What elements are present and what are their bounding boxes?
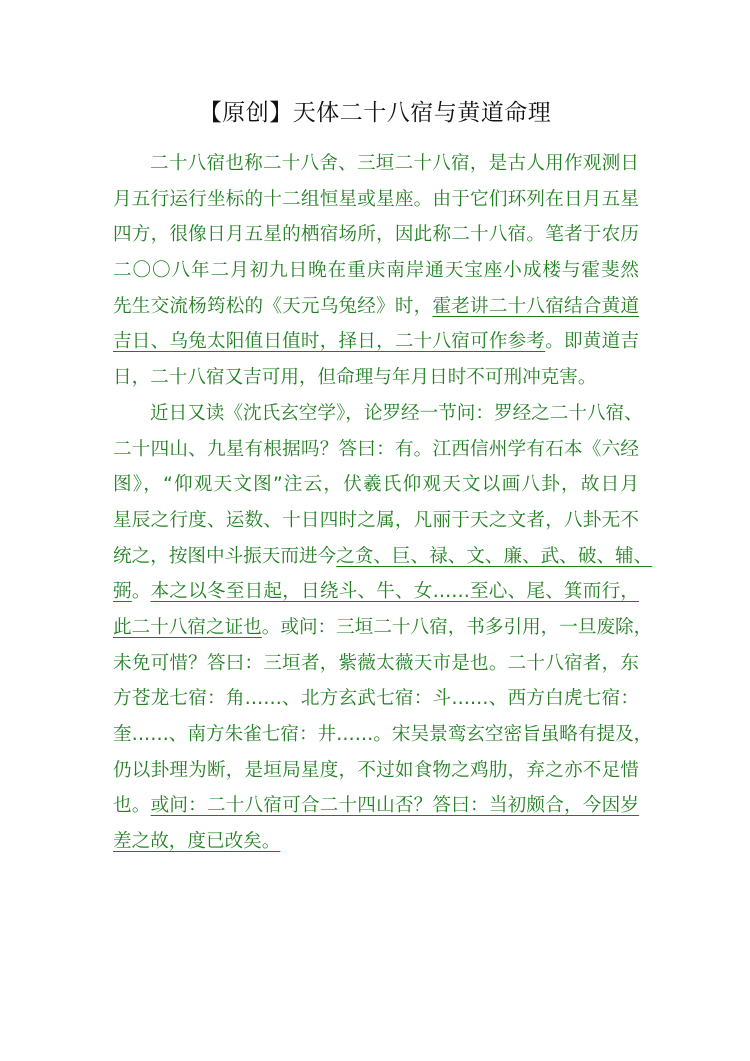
text-segment: 。 <box>131 581 151 603</box>
paragraph-line <box>113 182 639 218</box>
paragraph-line <box>113 324 639 360</box>
paragraph-line <box>113 753 639 789</box>
text-segment: 先生交流杨筠松的《天元乌兔经》时， <box>113 295 433 317</box>
text-segment: 也。 <box>113 795 151 817</box>
paragraph-line <box>113 646 639 682</box>
paragraph-line <box>113 788 639 824</box>
paragraph-line <box>113 503 639 539</box>
document-body <box>113 146 653 860</box>
paragraph-line <box>113 681 639 717</box>
paragraph-line <box>113 217 639 253</box>
text-segment: 方苍龙七宿：角……、北方玄武七宿：斗……、西方白虎七宿： <box>113 688 639 710</box>
text-segment: 图》，“仰观天文图”注云，伏羲氏仰观天文以画八卦，故日月 <box>113 474 639 496</box>
text-segment: 四方，很像日月五星的栖宿场所，因此称二十八宿。笔者于农历 <box>113 224 639 246</box>
underlined-text: 霍老讲二十八宿结合黄道 <box>432 295 639 317</box>
text-segment: 日，二十八宿又吉可用，但命理与年月日时不可刑冲克害。 <box>113 367 597 389</box>
text-segment: 统之，按图中斗振天而进今 <box>113 545 337 567</box>
paragraph-line <box>113 432 639 468</box>
text-segment: 月五行运行坐标的十二组恒星或星座。由于它们环列在日月五星 <box>113 188 639 210</box>
paragraph-line <box>113 289 639 325</box>
paragraph-line <box>113 717 653 753</box>
paragraph-line <box>113 146 639 182</box>
underlined-text: 此二十八宿之证也 <box>113 616 262 638</box>
text-segment: 仍以卦理为断，是垣局星度，不过如食物之鸡肋，弃之亦不足惜 <box>113 759 639 781</box>
text-segment: 未免可惜？答曰：三垣者，紫薇太薇天市是也。二十八宿者，东 <box>113 652 639 674</box>
underlined-text: 本之以冬至日起，日绕斗、牛、女……至心、尾、箕而行， <box>150 581 639 603</box>
underlined-text: 或问：二十八宿可合二十四山否？答曰：当初颇合，今因岁 <box>150 795 639 817</box>
paragraph-line <box>113 253 639 289</box>
text-segment: 。即黄道吉 <box>545 331 639 353</box>
paragraph-line <box>113 396 643 432</box>
text-segment: 近日又读《沈氏玄空学》，论罗经一节问：罗经之二十八宿、 <box>150 402 643 424</box>
paragraph-line <box>113 574 639 610</box>
paragraph-line <box>113 610 653 646</box>
document-title: 【原创】天体二十八宿与黄道命理 <box>198 100 552 126</box>
paragraph-line <box>113 467 639 503</box>
text-segment: 二〇〇八年二月初九日晚在重庆南岸通天宝座小成楼与霍斐然 <box>113 260 639 282</box>
underlined-text: 差之故，度已改矣。 <box>113 831 281 853</box>
text-segment: 二十四山、九星有根据吗？答曰：有。江西信州学有石本《六经 <box>113 438 639 460</box>
paragraph-line <box>113 360 639 396</box>
paragraph-line <box>113 824 639 860</box>
paragraph-line <box>113 539 653 575</box>
underlined-text: 弼 <box>113 581 132 603</box>
text-segment: 。或问：三垣二十八宿，书多引用，一旦废除， <box>261 616 653 638</box>
underlined-text: 吉日、乌兔太阳值日值时，择日，二十八宿可作参考 <box>113 331 546 353</box>
underlined-text: 之贪、巨、禄、文、廉、武、破、辅、 <box>336 545 653 567</box>
text-segment: 星辰之行度、运数、十日四时之属，凡丽于天之文者，八卦无不 <box>113 509 639 531</box>
text-segment: 奎……、南方朱雀七宿：井……。宋吴景鸾玄空密旨虽略有提及， <box>113 724 653 745</box>
text-segment: 二十八宿也称二十八舍、三垣二十八宿，是古人用作观测日 <box>150 153 639 174</box>
